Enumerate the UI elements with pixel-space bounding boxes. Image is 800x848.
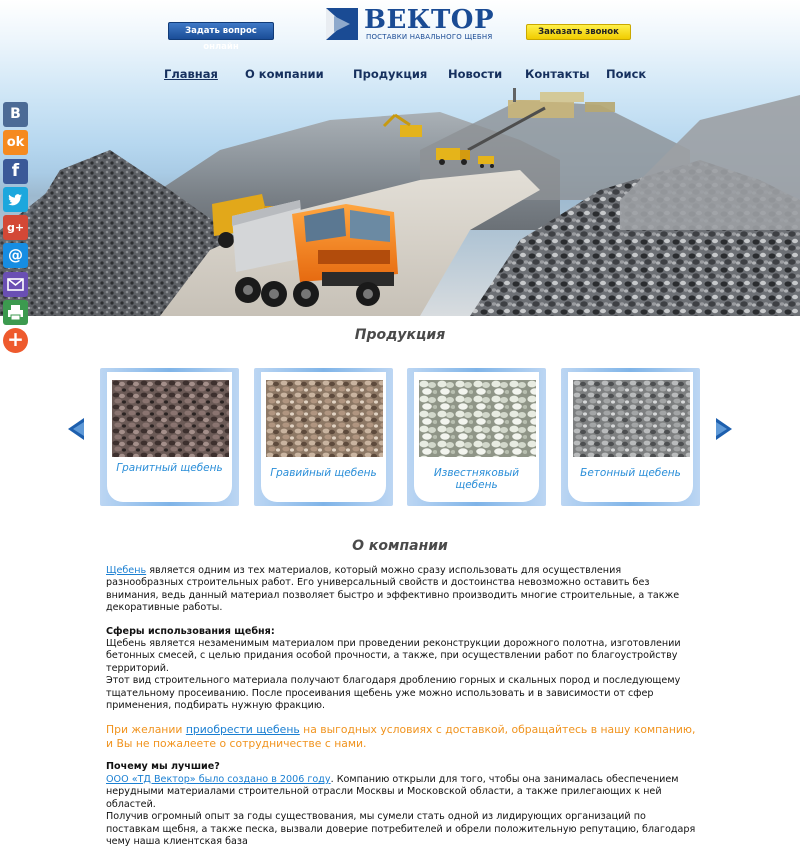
company-founded-link[interactable]: ООО «ТД Вектор» было создано в 2006 году	[106, 773, 331, 785]
nav-item-home[interactable]: Главная	[164, 67, 218, 81]
mailru-icon[interactable]: @	[3, 243, 28, 268]
gravel-image	[266, 380, 383, 457]
quarry-scene-illustration	[0, 0, 800, 316]
product-label: Известняковый щебень	[433, 467, 520, 491]
usage-paragraph-1: Щебень является незаменимым материалом при проведении реконструкции дорожного полотна, изготовлении бетонных смесей, с целью придания особой прочности, а также, при осуществлении работ по благоустройству территорий.	[106, 638, 681, 674]
usage-heading: Сферы использования щебня:	[106, 625, 275, 637]
hero-banner	[0, 0, 800, 316]
product-label: Гравийный щебень	[270, 467, 377, 479]
card-body	[107, 372, 232, 502]
card-body	[261, 372, 386, 502]
promo-text-after: на выгодных условиях с доставкой, обращайтесь в нашу компанию, и Вы не пожалеете о сотрудничестве с нами.	[106, 723, 696, 751]
carousel-next-arrow-icon[interactable]	[715, 417, 733, 441]
logo[interactable]	[322, 5, 494, 45]
main-navigation	[0, 67, 800, 83]
limestone-gravel-image	[419, 380, 536, 457]
company-history-paragraph	[106, 774, 696, 811]
promo-text-before: При желании	[106, 723, 186, 737]
card-body	[414, 372, 539, 502]
concrete-gravel-image	[573, 380, 690, 457]
nav-item-search[interactable]: Поиск	[606, 67, 647, 81]
nav-item-contacts[interactable]: Контакты	[525, 67, 590, 81]
product-card-limestone[interactable]	[407, 368, 546, 506]
odnoklassniki-icon[interactable]: ok	[3, 130, 28, 155]
ask-question-online-button[interactable]: Задать вопрос онлайн	[168, 22, 274, 40]
request-call-button[interactable]: Заказать звонок	[526, 24, 631, 40]
gravel-link[interactable]: Щебень	[106, 565, 147, 576]
google-plus-icon[interactable]: g+	[3, 215, 28, 240]
usage-paragraph-2: Этот вид строительного материала получают благодаря дроблению горных и скальных пород и последующему тщательному просеиванию. После просеивания щебень уже можно использовать и в зависимости от сфер применения, подбирать нужную фракцию.	[106, 675, 681, 712]
twitter-icon[interactable]	[3, 187, 28, 212]
product-card-concrete[interactable]	[561, 368, 700, 506]
nav-item-news[interactable]: Новости	[448, 67, 503, 81]
logo-tagline: ПОСТАВКИ НАВАЛЬНОГО ЩЕБНЯ	[366, 33, 493, 41]
product-label: Гранитный щебень	[116, 462, 223, 474]
company-history-text: . Компанию открыли для того, чтобы она занималась обеспечением нерудными материалами строительной отрасли Москвы и Московской области, а также прилегающих к ней областей.	[106, 773, 679, 810]
more-share-icon[interactable]: +	[3, 328, 28, 353]
intro-text: является одним из тех материалов, который можно сразу использовать для осуществления разнообразных строительных работ. Его универсальный свойств и достоинства невозможно оставить без внимания, ведь данный материал позволяет быстро и эффективно производить многие строительные, а также декоративные работы.	[106, 565, 680, 614]
buy-gravel-link[interactable]: приобрести щебень	[185, 723, 300, 737]
product-label: Бетонный щебень	[580, 467, 681, 479]
product-card-gravel[interactable]	[254, 368, 393, 506]
carousel-prev-arrow-icon[interactable]	[67, 417, 85, 441]
print-icon[interactable]	[3, 300, 28, 325]
social-share-bar	[3, 102, 29, 357]
experience-paragraph: Получив огромный опыт за годы существования, мы сумели стать одной из лидирующих организаций по поставкам щебня, а также песка, вызвали доверие потребителей и обрели положительную репутацию, благодаря чему наша клиентская база	[106, 811, 696, 847]
nav-item-products[interactable]: Продукция	[353, 67, 428, 81]
products-section-title: Продукция	[354, 327, 446, 343]
about-content	[106, 565, 696, 848]
product-card-granite[interactable]	[100, 368, 239, 506]
logo-name: ВЕКТОР	[364, 5, 494, 35]
granite-gravel-image	[112, 380, 229, 457]
logo-emblem-icon	[322, 6, 362, 44]
product-carousel	[100, 368, 700, 508]
email-icon[interactable]	[3, 272, 28, 297]
about-section-title: О компании	[352, 538, 448, 554]
why-us-heading: Почему мы лучшие?	[106, 761, 220, 773]
promo-paragraph	[106, 723, 696, 751]
nav-item-about[interactable]: О компании	[245, 67, 324, 81]
vk-icon[interactable]: В	[3, 102, 28, 127]
intro-paragraph	[106, 565, 696, 615]
facebook-icon[interactable]: f	[3, 159, 28, 184]
card-body	[568, 372, 693, 502]
